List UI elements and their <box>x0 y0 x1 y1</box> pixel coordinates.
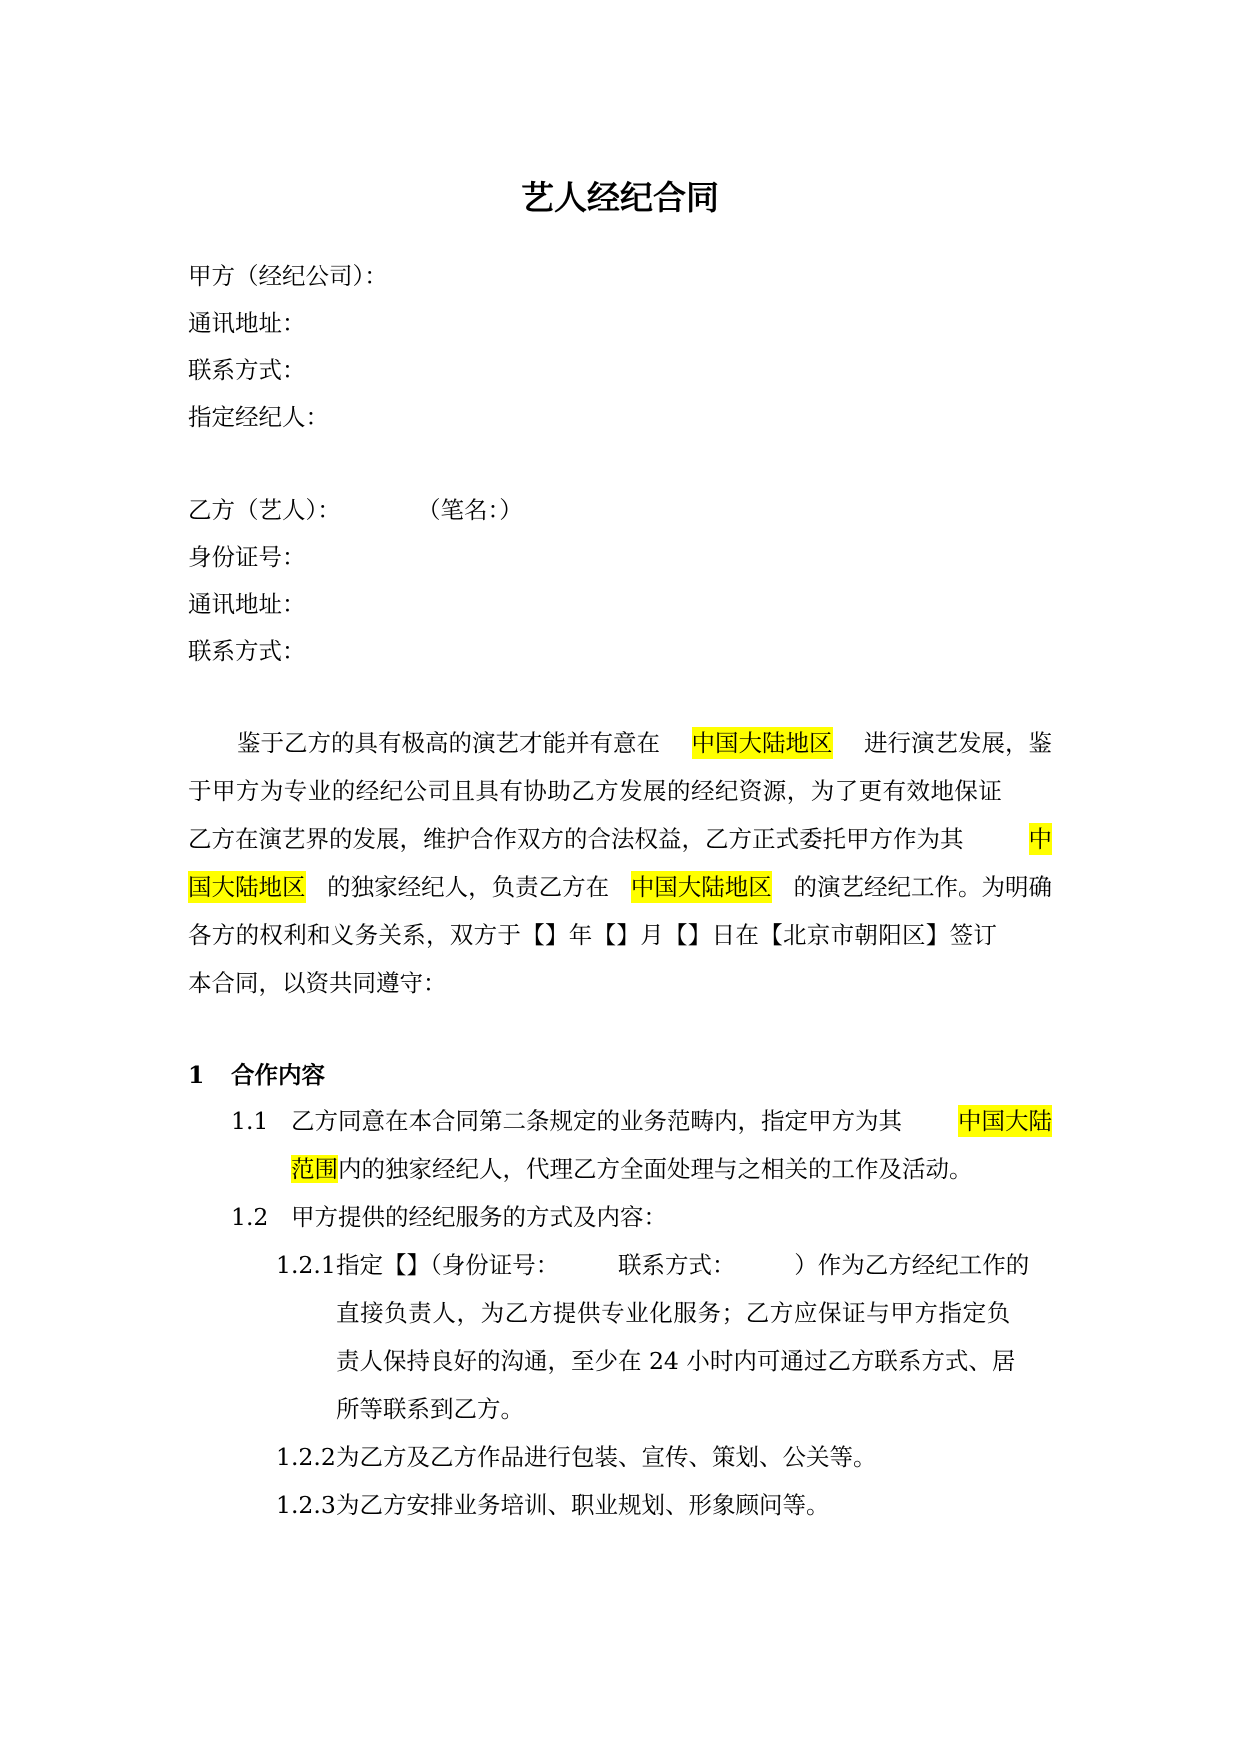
party-b-id: 身份证号： <box>188 543 306 571</box>
party-a-contact: 联系方式： <box>188 356 306 384</box>
clause-1-1-line-1 <box>291 1105 1052 1137</box>
preamble-line-6: 本合同，以资共同遵守： <box>188 969 447 997</box>
clause-text: 责人保持良好的沟通，至少在 24 小时内可通过乙方联系方式、居 <box>336 1347 1016 1375</box>
clause-text: 乙方同意在本合同第二条规定的业务范畴内，指定甲方为其 <box>291 1107 902 1135</box>
preamble-line-1 <box>237 727 1052 759</box>
highlight-region: 中国大陆 <box>958 1107 1052 1135</box>
party-b-pen-name: （笔名：） <box>417 496 523 524</box>
preamble-line-4 <box>188 871 1052 903</box>
party-a-address: 通讯地址： <box>188 309 306 337</box>
highlight-region: 中国大陆地区 <box>630 873 772 901</box>
party-a-label: 甲方（经纪公司）： <box>188 262 388 290</box>
highlight-region: 中 <box>1028 825 1052 853</box>
highlight-region: 国大陆地区 <box>188 873 306 901</box>
clause-text: 甲方提供的经纪服务的方式及内容： <box>291 1203 667 1231</box>
preamble-text: 于甲方为专业的经纪公司且具有协助乙方发展的经纪资源，为了更有效地保证 <box>188 777 1003 805</box>
clause-1-1-line-2 <box>291 1153 973 1185</box>
party-b-label: 乙方（艺人）： <box>188 496 341 524</box>
clause-text: 直接负责人，为乙方提供专业化服务；乙方应保证与甲方指定负 <box>336 1299 1011 1327</box>
clause-number: 1.2 <box>231 1203 269 1231</box>
clause-1-2-1-line-4: 所等联系到乙方。 <box>336 1395 524 1423</box>
preamble-text: 各方的权利和义务关系，双方于【】年【】月【】日在【北京市朝阳区】签订 <box>188 921 998 949</box>
party-b-contact: 联系方式： <box>188 637 306 665</box>
clause-text: 为乙方安排业务培训、职业规划、形象顾问等。 <box>336 1491 830 1519</box>
preamble-text: 鉴于乙方的具有极高的演艺才能并有意在 <box>237 729 660 757</box>
party-a-agent: 指定经纪人： <box>188 403 329 431</box>
section-number: 1 <box>188 1061 205 1089</box>
clause-1-2-1-line-3 <box>336 1345 1052 1377</box>
clause-text: 指定【】（身份证号： 联系方式： ）作为乙方经纪工作的 <box>336 1251 1030 1279</box>
preamble-text: 的独家经纪人，负责乙方在 <box>327 873 610 901</box>
clause-1-2-1-line-2 <box>336 1297 1052 1329</box>
section-title: 合作内容 <box>231 1061 325 1089</box>
clause-number: 1.2.2 <box>276 1443 336 1471</box>
preamble-line-2 <box>188 775 1052 807</box>
clause-number: 1.1 <box>231 1107 269 1135</box>
highlight-region: 范围 <box>291 1155 338 1183</box>
clause-1-2-1-line-1 <box>336 1249 1052 1281</box>
preamble-line-3 <box>188 823 1052 855</box>
preamble-text: 进行演艺发展，鉴 <box>864 729 1052 757</box>
preamble-text: 乙方在演艺界的发展，维护合作双方的合法权益，乙方正式委托甲方作为其 <box>188 825 964 853</box>
clause-number: 1.2.3 <box>276 1491 336 1519</box>
highlight-region: 中国大陆地区 <box>691 729 833 757</box>
preamble-text: 的演艺经纪工作。为明确 <box>793 873 1052 901</box>
clause-text: 内的独家经纪人，代理乙方全面处理与之相关的工作及活动。 <box>338 1155 973 1183</box>
clause-text: 为乙方及乙方作品进行包装、宣传、策划、公关等。 <box>336 1443 877 1471</box>
clause-number: 1.2.1 <box>276 1251 336 1279</box>
party-b-address: 通讯地址： <box>188 590 306 618</box>
preamble-line-5 <box>188 919 1052 951</box>
page-title: 艺人经纪合同 <box>521 178 719 217</box>
